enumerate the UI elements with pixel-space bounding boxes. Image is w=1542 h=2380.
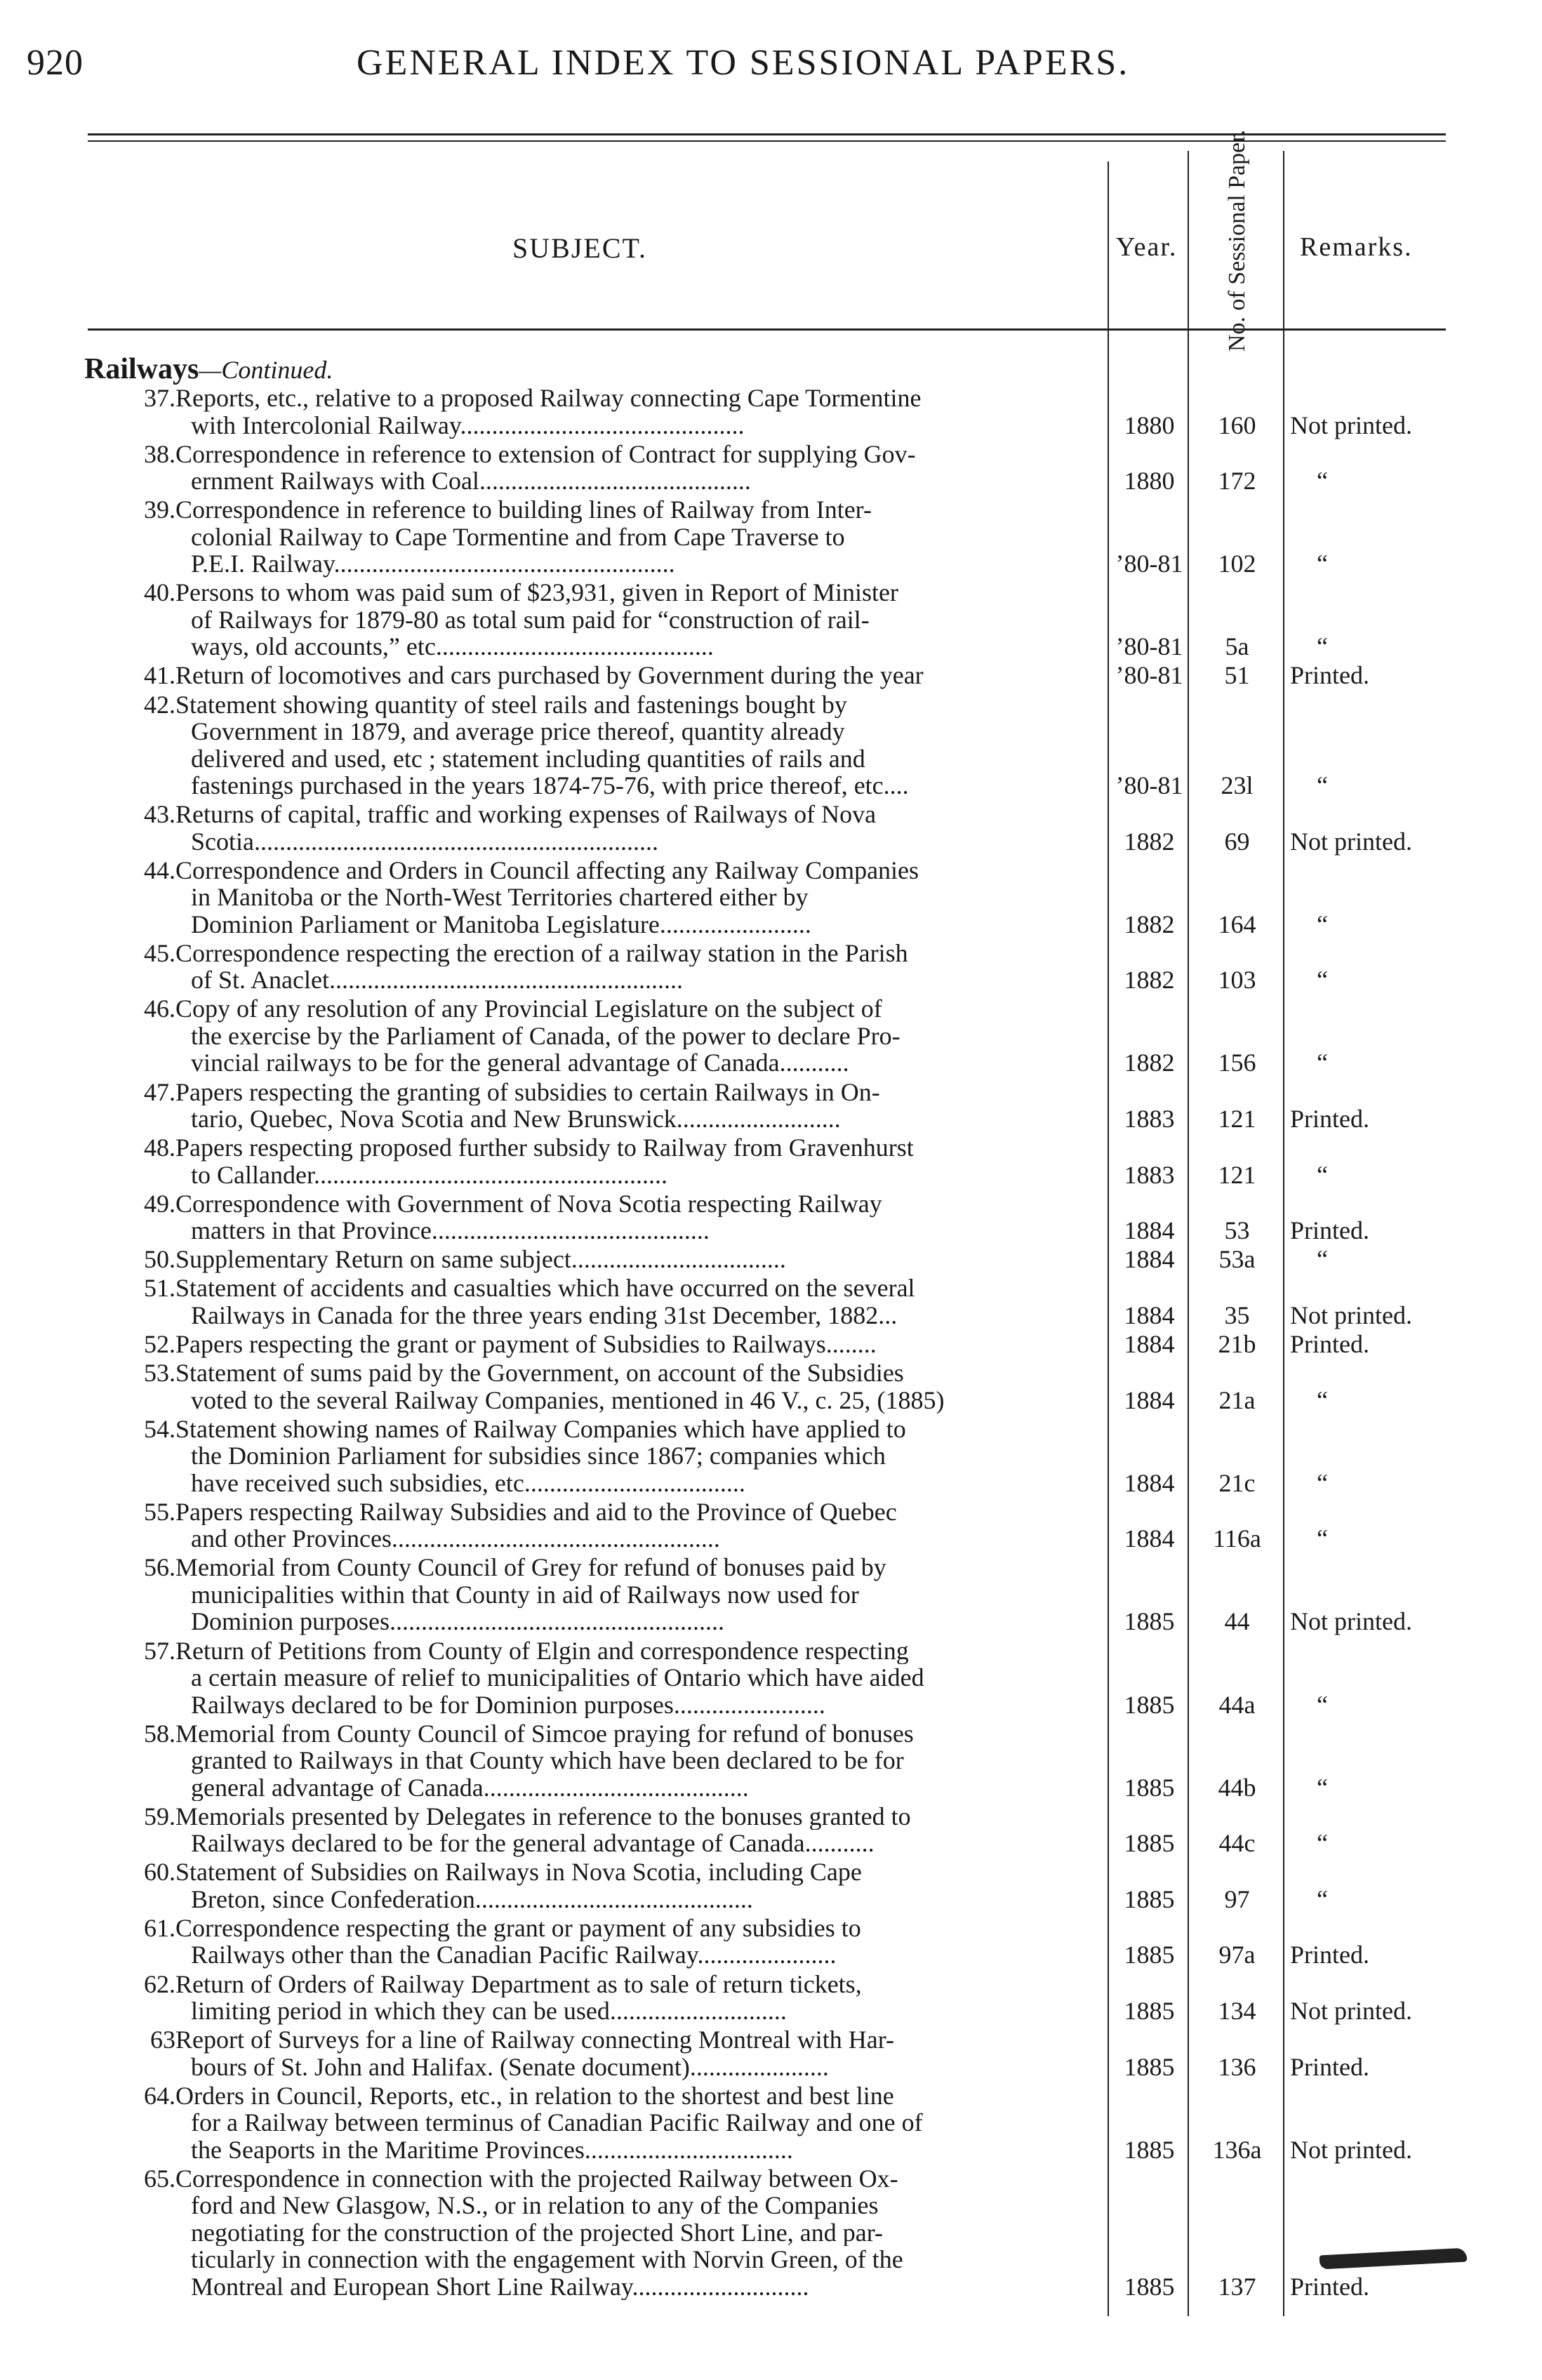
entry-paper-number: 121 (1218, 1105, 1256, 1133)
entry-subject (175, 662, 1102, 689)
entry-number: 41. (144, 661, 175, 690)
entry-subject-line: Persons to whom was paid sum of $23,931, given in Report of Minister (175, 579, 898, 606)
entry-subject-line: Statement of accidents and casualties which have occurred on the several (175, 1275, 915, 1302)
entry-year: 1885 (1124, 2052, 1175, 2081)
entry-number: 49. (144, 1189, 175, 1218)
entry-subject-line: vincial railways to be for the general advantage of Canada........... (191, 1049, 849, 1077)
entry-subject-line: Statement showing quantity of steel rails and fastenings bought by (175, 691, 847, 718)
entry-subject-line: of Railways for 1879-80 as total sum paid for “construction of rail- (191, 606, 870, 634)
entry-number: 65. (144, 2164, 175, 2193)
entry-subject (175, 1859, 1102, 1913)
entry-subject (175, 579, 1102, 660)
entry-number: 55. (144, 1497, 175, 1526)
entry-remark: “ (1317, 550, 1328, 578)
entry-subject-line: Statement of sums paid by the Government, on account of the Subsidies (175, 1359, 904, 1387)
entry-subject-line: with Intercolonial Railway............................................. (191, 411, 745, 439)
entry-subject-line: Montreal and European Short Line Railway............................ (191, 2273, 809, 2301)
entry-paper-number: 23l (1221, 771, 1254, 799)
entry-subject-line: Papers respecting proposed further subsidy to Railway from Gravenhurst (175, 1134, 914, 1162)
entry-subject-line: ticularly in connection with the engagement with Norvin Green, of the (191, 2246, 903, 2273)
entry-subject-line: have received such subsidies, etc................................... (191, 1469, 745, 1497)
entry-year: 1884 (1124, 1330, 1175, 1358)
entry-subject-line: ways, old accounts,” etc............................................ (191, 633, 714, 660)
entry-subject-line: Returns of capital, traffic and working expenses of Railways of Nova (175, 801, 877, 828)
entry-subject-line: Memorial from County Council of Simcoe praying for refund of bonuses (175, 1720, 914, 1748)
entry-paper-number: 164 (1218, 910, 1256, 938)
entry-subject-line: Railways in Canada for the three years ending 31st December, 1882... (191, 1301, 898, 1329)
entry-number: 60. (144, 1858, 175, 1887)
entry-paper-number: 103 (1218, 966, 1256, 995)
entry-paper-number: 53 (1224, 1216, 1250, 1245)
entry-subject-line: Papers respecting Railway Subsidies and aid to the Province of Quebec (175, 1498, 897, 1526)
entry-year: 1885 (1124, 1941, 1175, 1969)
entry-subject (175, 1971, 1102, 2025)
entry-subject (175, 1554, 1102, 1635)
entry-paper-number: 156 (1218, 1049, 1256, 1077)
entry-subject-line: Dominion purposes..................................................... (191, 1608, 724, 1635)
entry-paper-number: 5a (1225, 632, 1249, 661)
entry-subject (175, 1331, 1102, 1358)
entry-subject-line: tario, Quebec, Nova Scotia and New Brunswick.......................... (191, 1105, 841, 1133)
entry-paper-number: 102 (1218, 550, 1256, 578)
entry-year: 1882 (1124, 910, 1175, 938)
ink-blot (1320, 2248, 1468, 2270)
entry-year: 1885 (1124, 2135, 1175, 2164)
entry-subject-line: Return of Orders of Railway Department as to sale of return tickets, (175, 1970, 862, 1997)
entry-remark: “ (1317, 632, 1328, 661)
entry-remark: Not printed. (1290, 2135, 1412, 2164)
entry-remark: “ (1317, 910, 1328, 938)
entry-year: 1880 (1124, 411, 1175, 439)
entry-year: 1885 (1124, 1829, 1175, 1858)
entry-year: 1885 (1124, 1884, 1175, 1913)
entry-subject-line: for a Railway between terminus of Canadian Pacific Railway and one of (191, 2109, 923, 2136)
entry-number: 45. (144, 938, 175, 967)
entry-paper-number: 53a (1218, 1245, 1256, 1274)
entry-subject (175, 995, 1102, 1077)
entry-number: 61. (144, 1913, 175, 1942)
entry-year: 1885 (1124, 2272, 1175, 2301)
entry-number: 38. (144, 439, 175, 468)
entry-remark: Printed. (1290, 1330, 1369, 1358)
entry-year: ’80-81 (1115, 661, 1183, 690)
entry-subject-line: ford and New Glasgow, N.S., or in relation to any of the Companies (191, 2192, 879, 2219)
page-title: GENERAL INDEX TO SESSIONAL PAPERS. (357, 43, 1130, 83)
entry-subject-line: Statement showing names of Railway Companies which have applied to (175, 1415, 906, 1443)
entry-remark: “ (1317, 1049, 1328, 1077)
column-divider-year (1188, 151, 1189, 2316)
entry-year: ’80-81 (1115, 632, 1183, 661)
entry-year: 1884 (1124, 1385, 1175, 1414)
entry-subject-line: Breton, since Confederation............................................ (191, 1885, 753, 1913)
entry-number: 52. (144, 1330, 175, 1358)
column-header-paper-label: No. of Sessional Paper. (1223, 129, 1250, 352)
entry-subject-line: Correspondence and Orders in Council affecting any Railway Companies (175, 856, 919, 884)
entry-year: 1885 (1124, 1997, 1175, 2025)
entry-remark: Not printed. (1290, 1607, 1412, 1636)
entry-number: 47. (144, 1077, 175, 1106)
entry-paper-number: 97a (1218, 1941, 1256, 1969)
entry-year: ’80-81 (1115, 771, 1183, 799)
column-header-subject: SUBJECT. (512, 232, 647, 264)
entry-subject-line: a certain measure of relief to municipalities of Ontario which have aided (191, 1664, 924, 1691)
entry-year: 1885 (1124, 1607, 1175, 1636)
entry-year: 1884 (1124, 1216, 1175, 1245)
entry-year: 1882 (1124, 966, 1175, 995)
column-header-remarks: Remarks. (1300, 232, 1413, 262)
entry-subject-line: matters in that Province............................................ (191, 1217, 710, 1244)
entry-number: 59. (144, 1802, 175, 1830)
entry-subject-line: Dominion Parliament or Manitoba Legislature........................ (191, 910, 811, 938)
entry-paper-number: 21c (1218, 1468, 1256, 1497)
entry-subject-line: Correspondence respecting the grant or payment of any subsidies to (175, 1914, 861, 1942)
entry-subject-line: and other Provinces.................................................... (191, 1525, 720, 1553)
entry-subject-line: Correspondence respecting the erection of a railway station in the Parish (175, 939, 908, 967)
entry-subject-line: Correspondence in reference to extension of Contract for supplying Gov- (175, 440, 916, 468)
entry-subject (175, 2082, 1102, 2164)
entry-subject (175, 1190, 1102, 1244)
entry-year: 1883 (1124, 1105, 1175, 1133)
entry-subject-line: Government in 1879, and average price thereof, quantity already (191, 718, 845, 745)
entry-number: 64. (144, 2081, 175, 2110)
entry-paper-number: 44c (1218, 1829, 1256, 1858)
page-number: 920 (27, 43, 84, 83)
entry-remark: Not printed. (1290, 1997, 1412, 2025)
page-header (27, 42, 1501, 98)
entry-subject-line: granted to Railways in that County which have been declared to be for (191, 1747, 904, 1774)
entry-number: 42. (144, 690, 175, 719)
entry-subject-line: municipalities within that County in aid of Railways now used for (191, 1581, 859, 1609)
entry-remark: “ (1317, 1829, 1328, 1858)
entry-subject (175, 1915, 1102, 1969)
entry-subject (175, 1079, 1102, 1133)
entry-paper-number: 69 (1224, 827, 1250, 856)
entry-remark: Not printed. (1290, 1301, 1412, 1329)
entry-paper-number: 35 (1224, 1301, 1250, 1329)
entry-remark: “ (1317, 467, 1328, 496)
entry-subject-line: Return of Petitions from County of Elgin and correspondence respecting (175, 1637, 909, 1664)
entry-subject-line: negotiating for the construction of the projected Short Line, and par- (191, 2219, 883, 2247)
entry-number: 40. (144, 578, 175, 607)
entry-year: 1884 (1124, 1301, 1175, 1329)
entry-paper-number: 121 (1218, 1160, 1256, 1189)
entry-remark: “ (1317, 1160, 1328, 1189)
entry-remark: Printed. (1290, 1216, 1369, 1245)
entry-remark: Printed. (1290, 1941, 1369, 1969)
entry-subject-line: Reports, etc., relative to a proposed Railway connecting Cape Tormentine (175, 385, 922, 412)
entry-paper-number: 172 (1218, 467, 1256, 496)
entry-paper-number: 21b (1218, 1330, 1256, 1358)
entry-subject-line: the exercise by the Parliament of Canada, of the power to declare Pro- (191, 1022, 900, 1050)
entry-subject-line: bours of St. John and Halifax. (Senate document)...................... (191, 2053, 829, 2081)
entry-subject (175, 1498, 1102, 1553)
entry-year: 1882 (1124, 1049, 1175, 1077)
entry-subject-line: of St. Anaclet........................................................ (191, 966, 683, 994)
entry-paper-number: 136 (1218, 2052, 1256, 2081)
entry-remark: Printed. (1290, 2052, 1369, 2081)
entry-subject (175, 441, 1102, 495)
entry-subject-line: the Dominion Parliament for subsidies since 1867; companies which (191, 1442, 886, 1470)
entry-subject (175, 2026, 1102, 2080)
entry-number: 57. (144, 1636, 175, 1665)
entry-number: 48. (144, 1134, 175, 1162)
entry-year: 1884 (1124, 1468, 1175, 1497)
entry-paper-number: 21a (1218, 1385, 1256, 1414)
column-divider-paper (1283, 151, 1284, 2316)
entry-paper-number: 44a (1218, 1690, 1256, 1719)
entry-subject (175, 1803, 1102, 1857)
entry-subject-line: colonial Railway to Cape Tormentine and from Cape Traverse to (191, 523, 845, 551)
entry-subject-line: Papers respecting the granting of subsidies to certain Railways in On- (175, 1078, 880, 1105)
entry-subject (175, 857, 1102, 938)
entry-subject-line: Scotia................................................................ (191, 827, 658, 856)
entry-subject (175, 801, 1102, 855)
entry-subject (175, 1246, 1102, 1273)
entry-number: 43. (144, 800, 175, 829)
entry-number: 58. (144, 1719, 175, 1748)
section-continued: —Continued. (199, 356, 333, 384)
entry-subject-line: Correspondence with Government of Nova Scotia respecting Railway (175, 1190, 882, 1218)
entry-subject (175, 385, 1102, 439)
entry-subject-line: delivered and used, etc ; statement including quantities of rails and (191, 745, 865, 772)
entry-remark: Printed. (1290, 1105, 1369, 1133)
entry-number: 37. (144, 384, 175, 412)
entry-subject-line: Railways other than the Canadian Pacific Railway...................... (191, 1941, 837, 1969)
entry-subject (175, 1275, 1102, 1329)
entry-remark: “ (1317, 1773, 1328, 1802)
entry-year: 1885 (1124, 1773, 1175, 1802)
entry-remark: “ (1317, 1884, 1328, 1913)
entry-subject-line: fastenings purchased in the years 1874-75-76, with price thereof, etc.... (191, 772, 909, 799)
entry-remark: “ (1317, 1245, 1328, 1274)
entry-year: ’80-81 (1115, 550, 1183, 578)
entry-subject-line: Supplementary Return on same subject.................................. (175, 1246, 786, 1273)
entry-subject-line: Correspondence in reference to building lines of Railway from Inter- (175, 496, 872, 524)
entry-remark: Not printed. (1290, 827, 1412, 856)
entry-number: 44. (144, 856, 175, 884)
entry-year: 1880 (1124, 467, 1175, 496)
column-divider-subject (1108, 161, 1109, 2316)
entry-remark: “ (1317, 1468, 1328, 1497)
entry-remark: “ (1317, 1385, 1328, 1414)
entry-subject-line: Report of Surveys for a line of Railway connecting Montreal with Har- (175, 2026, 894, 2054)
entry-subject (175, 940, 1102, 994)
entry-subject-line: ernment Railways with Coal........................................... (191, 467, 751, 495)
entry-remark: “ (1317, 966, 1328, 995)
entry-year: 1885 (1124, 1690, 1175, 1719)
entry-subject-line: Copy of any resolution of any Provincial Legislature on the subject of (175, 995, 882, 1023)
entry-number: 51. (144, 1274, 175, 1303)
entry-year: 1883 (1124, 1160, 1175, 1189)
entry-number: 54. (144, 1414, 175, 1443)
entry-subject-line: Orders in Council, Reports, etc., in relation to the shortest and best line (175, 2082, 894, 2110)
entry-remark: “ (1317, 1690, 1328, 1719)
entry-remark: “ (1317, 771, 1328, 799)
entry-paper-number: 160 (1218, 411, 1256, 439)
entry-subject-line: voted to the several Railway Companies, mentioned in 46 V., c. 25, (1885) (191, 1386, 945, 1414)
entry-subject (175, 1416, 1102, 1497)
entry-number: 39. (144, 496, 175, 524)
entry-subject-line: P.E.I. Railway...................................................... (191, 550, 675, 578)
entry-subject-line: general advantage of Canada.......................................... (191, 1774, 749, 1802)
entry-remark: Printed. (1290, 661, 1369, 690)
entry-number: 50. (144, 1245, 175, 1274)
entry-subject-line: to Callander........................................................ (191, 1161, 667, 1189)
entry-subject-line: Railways declared to be for Dominion purposes........................ (191, 1691, 825, 1718)
entry-subject-line: Papers respecting the grant or payment of Subsidies to Railways........ (175, 1331, 877, 1358)
entry-subject-line: Memorial from County Council of Grey for refund of bonuses paid by (175, 1554, 886, 1581)
entry-paper-number: 44 (1224, 1607, 1250, 1636)
entry-paper-number: 44b (1218, 1773, 1256, 1802)
entry-paper-number: 116a (1213, 1524, 1261, 1553)
entry-subject-line: limiting period in which they can be used............................ (191, 1997, 787, 2025)
entry-subject-line: Return of locomotives and cars purchased by Government during the year (175, 662, 924, 689)
entry-subject-line: Statement of Subsidies on Railways in Nova Scotia, including Cape (175, 1859, 862, 1886)
entry-year: 1882 (1124, 827, 1175, 856)
entry-paper-number: 51 (1224, 661, 1250, 690)
entry-number: 53. (144, 1359, 175, 1388)
entry-subject-line: Memorials presented by Delegates in reference to the bonuses granted to (175, 1802, 911, 1830)
entry-number: 63 (150, 2026, 175, 2054)
column-header-year: Year. (1116, 232, 1178, 262)
entry-subject-line: the Seaports in the Maritime Provinces................................. (191, 2136, 793, 2164)
entry-remark: Printed. (1290, 2272, 1369, 2301)
entry-paper-number: 136a (1212, 2135, 1262, 2164)
entry-subject (175, 1637, 1102, 1719)
entry-paper-number: 134 (1218, 1997, 1256, 2025)
entry-year: 1884 (1124, 1245, 1175, 1274)
entry-remark: Not printed. (1290, 411, 1412, 439)
column-header-paper (1200, 129, 1274, 352)
entry-subject-line: Railways declared to be for the general advantage of Canada........... (191, 1830, 875, 1857)
entry-number: 62. (144, 1969, 175, 1998)
entry-year: 1884 (1124, 1524, 1175, 1553)
entry-number: 56. (144, 1553, 175, 1582)
entry-subject (175, 691, 1102, 799)
entry-paper-number: 97 (1224, 1884, 1250, 1913)
entry-subject (175, 1134, 1102, 1188)
entry-subject-line: in Manitoba or the North-West Territories chartered either by (191, 884, 809, 911)
entry-subject (175, 496, 1102, 578)
entry-subject-line: Correspondence in connection with the projected Railway between Ox- (175, 2165, 898, 2193)
entry-remark: “ (1317, 1524, 1328, 1553)
entry-paper-number: 137 (1218, 2272, 1256, 2301)
entry-subject (175, 1720, 1102, 1802)
entry-number: 46. (144, 995, 175, 1023)
entry-subject (175, 1359, 1102, 1414)
entry-subject (175, 2165, 1102, 2301)
section-title: Railways (84, 353, 199, 385)
section-heading (84, 352, 333, 386)
